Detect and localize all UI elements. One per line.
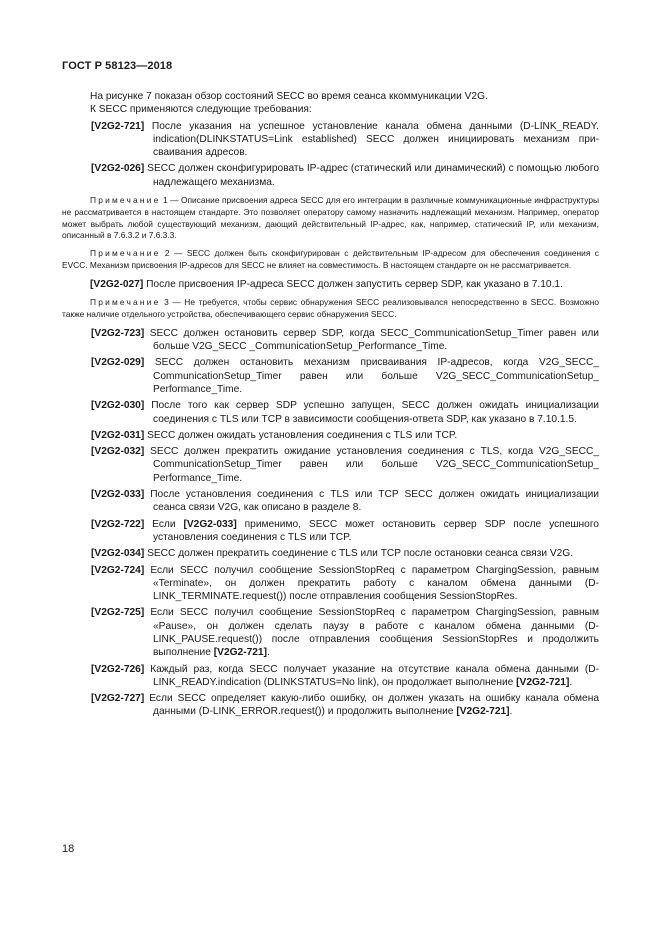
requirement-text: Если [152, 518, 184, 530]
standard-header: ГОСТ Р 58123—2018 [62, 60, 173, 72]
note-2 [62, 248, 599, 272]
requirement-text: SECC должен сконфигурировать IP-адрес (статический или динамический) с помощью любого надлежащего механизма. [147, 163, 599, 188]
requirement-029 [62, 356, 599, 396]
note-1 [62, 195, 599, 242]
requirement-text: SECC должен прекратить соединение с TLS или TCP после остановки сеанса связи V2G. [147, 548, 574, 560]
requirement-code: [V2G2-029] [91, 357, 145, 369]
note-label: Примечание [90, 297, 161, 308]
requirement-032 [62, 445, 599, 485]
requirement-text: После присвоения IP-адреса SECC должен запустить сервер SDP, как указано в 7.10.1. [146, 278, 563, 290]
requirement-text-cont: применимо, SECC может остановить сервер SDP после успешного установления соединения с TLS или TCP. [153, 518, 599, 543]
requirement-code: [V2G2-031] [91, 429, 145, 441]
requirement-code: [V2G2-030] [91, 400, 145, 412]
note-text: 2 — SECC должен быть сконфигурирован с действительным IP-адресом для обеспечения соединения с EVCC. Механизм присвоения IP-адресов для SECC не влияет на совместимость. В настоящем стандарте он не рассматривается. [62, 248, 599, 271]
requirement-code: [V2G2-026] [91, 163, 145, 175]
requirement-text: SECC должен остановить механизм присваивания IP-адресов, когда V2G_SECC_ CommunicationSetup_Timer равен или больше V2G_SECC_CommunicationSetup_ Performance_Time. [153, 357, 599, 395]
requirement-code: [V2G2-722] [91, 518, 145, 530]
requirement-reference: [V2G2-721] [213, 647, 267, 659]
note-3 [62, 297, 599, 321]
requirement-030 [62, 399, 599, 426]
requirement-text: Каждый раз, когда SECC получает указание на отсутствие канала обмена данными (D-LINK_READY.indication (DLINKSTATUS=No link), он продолжает выполнение [150, 663, 599, 688]
requirement-code: [V2G2-726] [91, 663, 145, 675]
requirement-text: SECC должен прекратить ожидание установления соединения с TLS, когда V2G_SECC_ CommunicationSetup_Timer равен или больше V2G_SECC_CommunicationSetup_ Performance_Time. [150, 446, 599, 484]
requirement-code: [V2G2-033] [91, 489, 145, 501]
requirement-text: SECC должен остановить сервер SDP, когда SECC_CommunicationSetup_Timer равен или больше V2G_SECC _CommunicationSetup_Performance_Time. [149, 327, 599, 353]
requirement-726 [62, 663, 599, 690]
requirement-031 [62, 429, 599, 442]
requirement-tail: . [266, 647, 270, 659]
requirement-027 [62, 278, 599, 291]
requirement-text: После того как сервер SDP успешно запущен, SECC должен ожидать инициализации соединения с TLS или TCP в зависимости сообщения-ответа SDP, как указано в 7.10.1.5. [151, 400, 599, 425]
requirement-code: [V2G2-724] [91, 564, 145, 576]
requirement-reference: [V2G2-721] [516, 676, 570, 688]
requirement-033 [62, 488, 599, 515]
requirement-reference: [V2G2-033] [183, 518, 237, 530]
requirement-text: Если SECC получил сообщение SessionStopReq с параметром ChargingSession, равным «Terminate», он должен прекратить работу с каналом обмена данными (D-LINK_TERMINATE.request()) после отправления сообщения SessionStopRes. [150, 564, 599, 603]
requirement-code: [V2G2-034] [91, 548, 145, 560]
requirement-tail: . [569, 676, 573, 688]
requirement-tail: . [509, 706, 513, 718]
requirement-code: [V2G2-727] [91, 693, 145, 705]
requirement-text: Если SECC получил сообщение SessionStopReq с параметром ChargingSession, равным «Pause», он должен сделать паузу в работе с каналом обмена данными (D-LINK_PAUSE.request()) после отправления сообщения SessionStopRes и продолжить выполнение [150, 607, 599, 659]
requirement-724 [62, 564, 599, 604]
requirement-code: [V2G2-721] [91, 120, 145, 132]
requirement-text: SECC должен ожидать установления соединения с TLS или TCP. [147, 429, 458, 441]
requirement-code: [V2G2-725] [91, 607, 145, 619]
document-body [62, 90, 599, 719]
requirement-034 [62, 547, 599, 560]
intro-paragraph: На рисунке 7 показан обзор состояний SECC во время сеанса ккоммуникации V2G. [90, 91, 488, 102]
requirement-723 [62, 327, 599, 354]
requirement-text: После указания на успешное установление канала обмена данными (D-LINK_READY. indication(DLINKSTATUS=Link established) SECC должен инициировать механизм присваивания адресов. [151, 120, 599, 159]
requirement-code: [V2G2-032] [91, 446, 145, 458]
page-number: 18 [62, 843, 75, 855]
requirement-026 [62, 162, 599, 189]
requirement-reference: [V2G2-721] [456, 706, 510, 718]
requirement-721 [62, 120, 599, 160]
note-label: Примечание [90, 248, 161, 259]
note-text: 1 — Описание присвоения адреса SECC для его интеграции в различные коммуникационные инфраструктуры не рассматривается в настоящем стандарте. Это позволяет оператору самому назначить надлежащий механизм. Например, оператор может выбрать любой существующий механизм, дающий действительный IP-адрес, как, например, статический IP, или механизм, описанный в 7.6.3.2 и 7.6.3.3. [62, 195, 599, 241]
requirement-722 [62, 518, 599, 545]
requirement-727 [62, 692, 599, 719]
requirement-725 [62, 606, 599, 659]
requirement-code: [V2G2-723] [91, 327, 145, 339]
requirement-text: После установления соединения с TLS или TCP SECC должен ожидать инициализации сеанса связи V2G, как описано в разделе 8. [150, 489, 599, 514]
note-text: 3 — Не требуется, чтобы сервис обнаружения SECC реализовывался непосредственно в SECC. Возможно также наличие отдельного устройства, обеспечивающего сервис обнаружения SECC. [62, 297, 600, 319]
requirement-text: Если SECC определяет какую-либо ошибку, он должен указать на ошибку канала обмена данными (D-LINK_ERROR.request()) и продолжить выполнение [149, 693, 599, 718]
requirements-lead: К SECC применяются следующие требования: [90, 104, 312, 116]
requirement-code: [V2G2-027] [90, 278, 144, 290]
note-label: Примечание [90, 195, 161, 206]
